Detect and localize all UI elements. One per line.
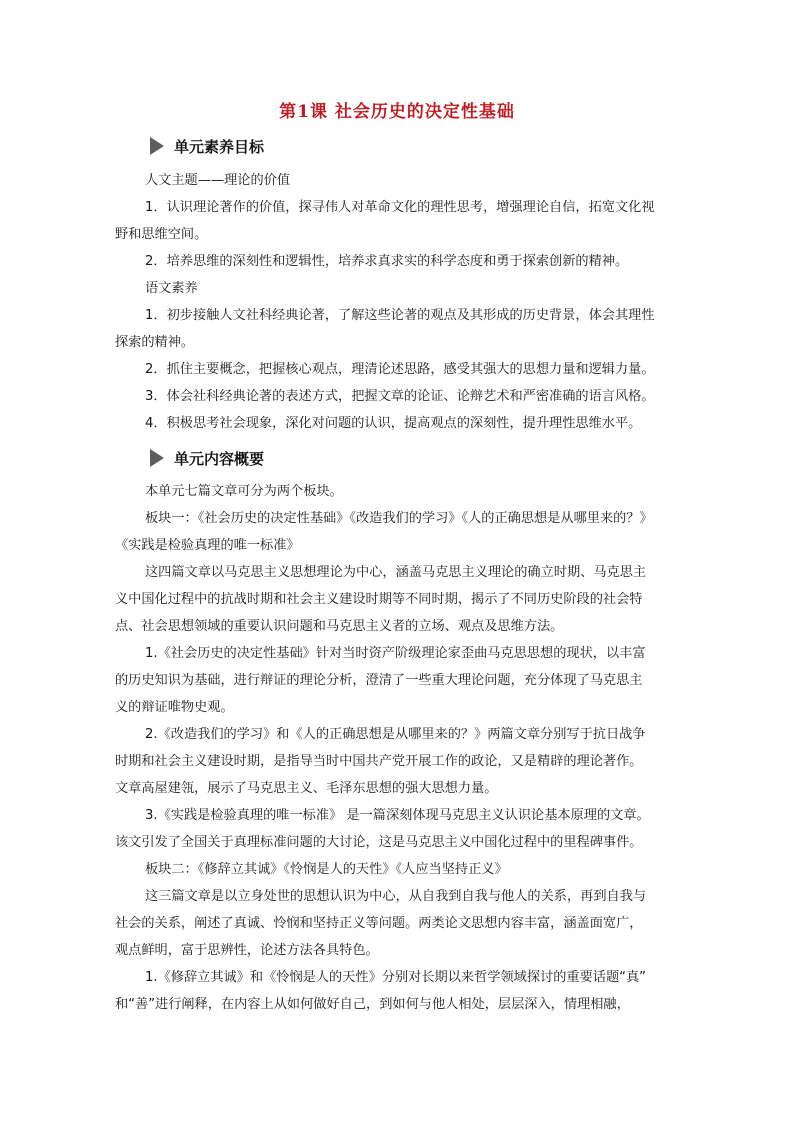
paragraph-line: 1．初步接触人文社科经典论著，了解这些论著的观点及其形成的历史背景，体会其理性 <box>145 308 655 323</box>
literacy-label: 语文素养 <box>145 281 198 296</box>
paragraph-line: 3.《实践是检验真理的唯一标准》 是一篇深刻体现马克思主义认识论基本原理的文章。 <box>145 808 650 823</box>
section-heading-label: 单元素养目标 <box>174 137 265 156</box>
paragraph-line: 3．体会社科经典论著的表述方式，把握文章的论证、论辩艺术和严密准确的语言风格。 <box>145 389 655 404</box>
paragraph-line: 观点鲜明，富于思辨性，论述方法各具特色。 <box>115 943 379 958</box>
paragraph-line: 该文引发了全国关于真理标准问题的大讨论，这是马克思主义中国化过程中的里程碑事件。 <box>115 835 643 850</box>
triangle-bullet-icon <box>150 137 164 155</box>
paragraph-line: 社会的关系，阐述了真诚、怜悯和坚持正义等问题。两类论文思想内容丰富，涵盖面宽广， <box>115 916 643 931</box>
section-heading-overview <box>150 446 264 470</box>
paragraph-line: 点、社会思想领域的重要认识问题和马克思主义者的立场、观点及思维方法。 <box>115 619 564 634</box>
paragraph-line: 2．抓住主要概念，把握核心观点，理清论述思路，感受其强大的思想力量和逻辑力量。 <box>145 362 655 377</box>
paragraph-line: 2．培养思维的深刻性和逻辑性，培养求真求实的科学态度和勇于探索创新的精神。 <box>145 254 629 269</box>
section-heading-label: 单元内容概要 <box>174 449 265 468</box>
paragraph-line: 文章高屋建瓴，展示了马克思主义、毛泽东思想的强大思想力量。 <box>115 781 498 796</box>
triangle-bullet-icon <box>150 449 164 467</box>
paragraph-line: 板块一：《社会历史的决定性基础》《改造我们的学习》《人的正确思想是从哪里来的？》 <box>145 511 653 526</box>
paragraph-line: 探索的精神。 <box>115 335 195 350</box>
paragraph-line: 4．积极思考社会现象，深化对问题的认识，提高观点的深刻性，提升理性思维水平。 <box>145 416 642 431</box>
paragraph-line: 《实践是检验真理的唯一标准》 <box>115 538 300 553</box>
paragraph-line: 时期和社会主义建设时期，是指导当时中国共产党开展工作的政论，又是精辟的理论著作。 <box>115 754 643 769</box>
paragraph-line: 2.《改造我们的学习》和《人的正确思想是从哪里来的？》两篇文章分别写于抗日战争 <box>145 727 646 742</box>
paragraph-line: 1．认识理论著作的价值，探寻伟人对革命文化的理性思考，增强理论自信，拓宽文化视 <box>145 200 655 215</box>
paragraph-line: 1.《社会历史的决定性基础》针对当时资产阶级理论家歪曲马克思思想的现状，以丰富 <box>145 646 646 661</box>
paragraph-line: 野和思维空间。 <box>115 227 208 242</box>
humanities-label: 人文主题——理论的价值 <box>145 173 291 188</box>
paragraph-line: 义中国化过程中的抗战时期和社会主义建设时期等不同时期，揭示了不同历史阶段的社会特 <box>115 592 643 607</box>
paragraph-line: 板块二：《修辞立其诚》《怜悯是人的天性》《人应当坚持正义》 <box>145 862 508 877</box>
paragraph-line: 本单元七篇文章可分为两个板块。 <box>145 484 343 499</box>
section-heading-goals <box>150 134 264 158</box>
paragraph-line: 这三篇文章是以立身处世的思想认识为中心，从自我到自我与他人的关系，再到自我与 <box>145 889 647 904</box>
paragraph-line: 这四篇文章以马克思主义思想理论为中心，涵盖马克思主义理论的确立时期、马克思主 <box>145 565 647 580</box>
paragraph-line: 义的辩证唯物史观。 <box>115 700 234 715</box>
paragraph-line: 1.《修辞立其诚》和《怜悯是人的天性》分别对长期以来哲学领域探讨的重要话题“真” <box>145 970 646 985</box>
paragraph-line: 的历史知识为基础，进行辩证的理论分析，澄清了一些重大理论问题，充分体现了马克思主 <box>115 673 643 688</box>
page-title: 第1课 社会历史的决定性基础 <box>279 102 515 122</box>
paragraph-line: 和“善”进行阐释，在内容上从如何做好自己，到如何与他人相处，层层深入，情理相融， <box>115 997 630 1012</box>
